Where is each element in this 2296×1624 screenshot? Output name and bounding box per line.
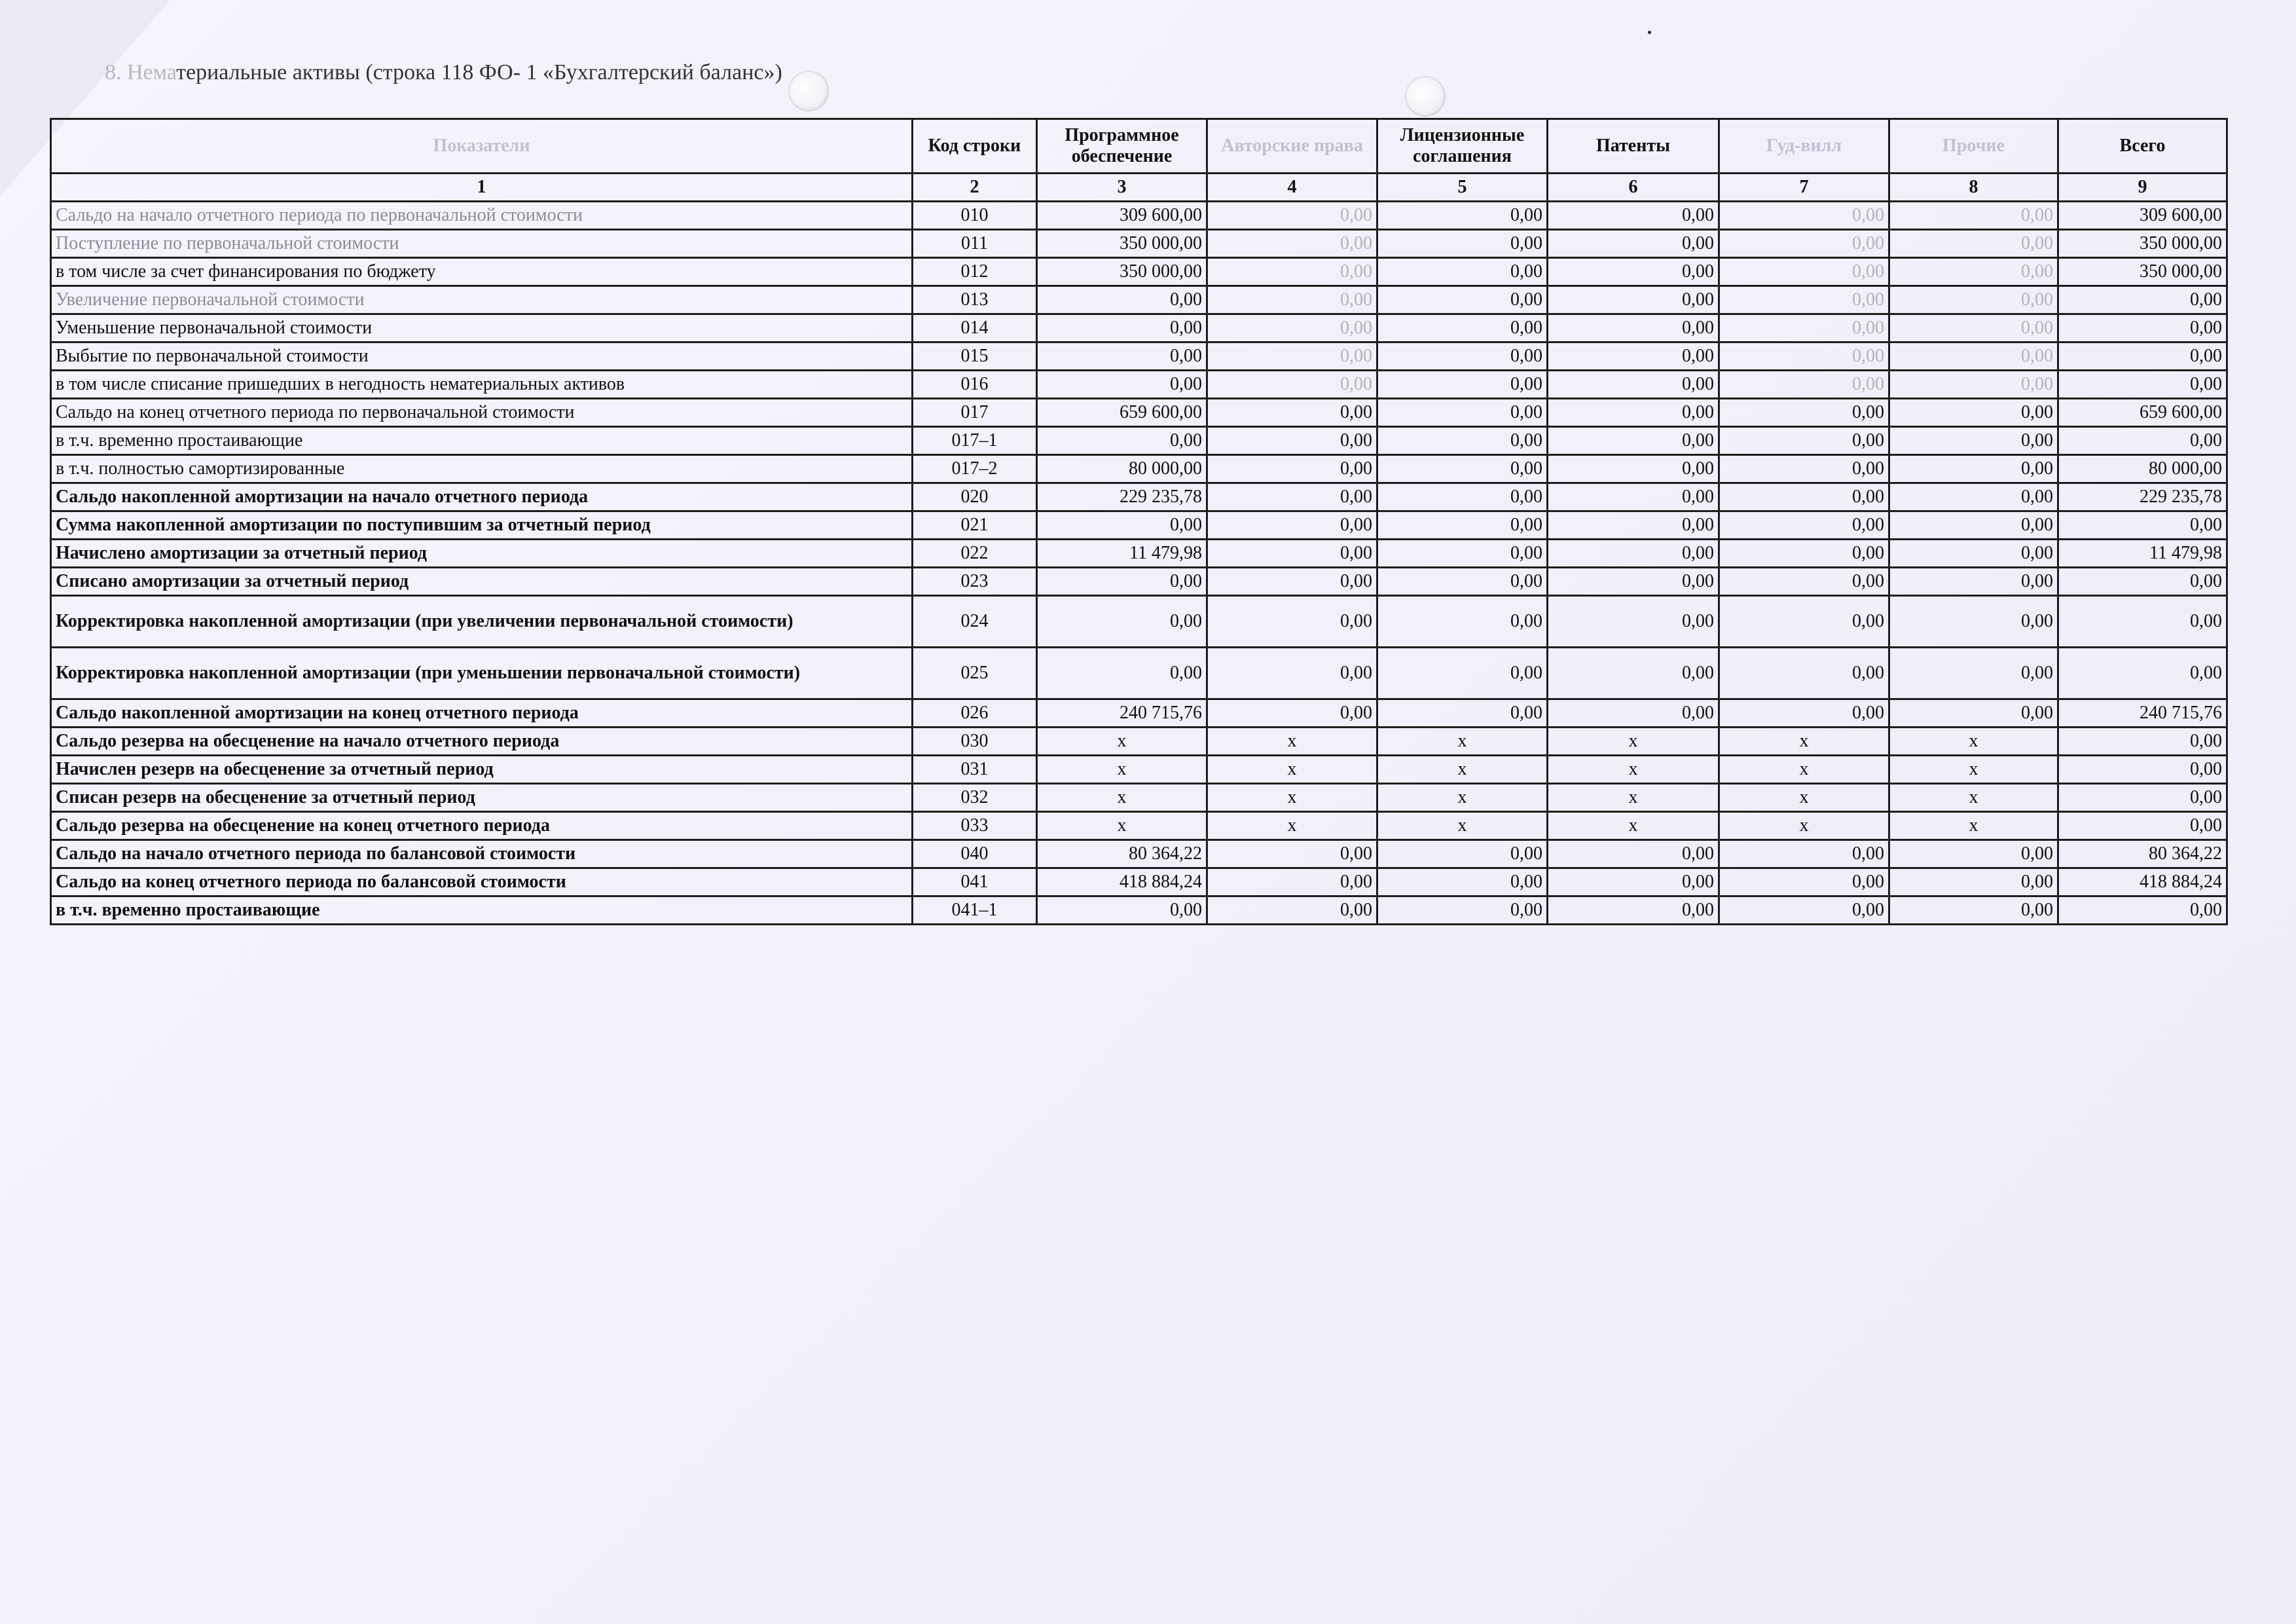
cell-value: 0,00 <box>1548 568 1719 596</box>
row-code: 041 <box>913 868 1037 896</box>
column-header: Авторские права <box>1207 119 1377 174</box>
cell-value: 0,00 <box>1889 568 2058 596</box>
row-label: Уменьшение первоначальной стоимости <box>51 314 913 342</box>
cell-value: x <box>1548 728 1719 756</box>
cell-value: 0,00 <box>1207 596 1377 648</box>
punch-hole-right <box>1405 76 1446 117</box>
cell-value: 0,00 <box>1889 399 2058 427</box>
cell-value: 0,00 <box>1719 314 1889 342</box>
cell-value: 0,00 <box>1889 230 2058 258</box>
table-row <box>51 511 2227 540</box>
cell-value: 0,00 <box>1719 511 1889 540</box>
cell-value: 0,00 <box>1377 230 1548 258</box>
row-code: 017–1 <box>913 427 1037 455</box>
row-label: Списано амортизации за отчетный период <box>51 568 913 596</box>
row-label: Сальдо на конец отчетного периода по балансовой стоимости <box>51 868 913 896</box>
cell-value: 418 884,24 <box>2058 868 2227 896</box>
cell-value: 0,00 <box>1889 427 2058 455</box>
cell-value: x <box>1037 812 1207 840</box>
punch-hole-left <box>788 71 829 111</box>
table-row <box>51 314 2227 342</box>
cell-value: 0,00 <box>1548 596 1719 648</box>
column-number: 3 <box>1037 174 1207 202</box>
cell-value: 0,00 <box>1377 399 1548 427</box>
cell-value: 0,00 <box>1207 896 1377 925</box>
cell-value: 0,00 <box>1719 455 1889 483</box>
cell-value: 0,00 <box>2058 371 2227 399</box>
cell-value: 0,00 <box>1719 230 1889 258</box>
cell-value: 0,00 <box>2058 784 2227 812</box>
cell-value: 0,00 <box>1207 286 1377 314</box>
cell-value: x <box>1719 728 1889 756</box>
cell-value: 0,00 <box>1377 568 1548 596</box>
cell-value: 309 600,00 <box>1037 202 1207 230</box>
table-row <box>51 596 2227 648</box>
cell-value: 0,00 <box>1037 371 1207 399</box>
cell-value: 0,00 <box>1377 371 1548 399</box>
cell-value: 0,00 <box>2058 812 2227 840</box>
cell-value: 0,00 <box>1719 286 1889 314</box>
heading-text: териальные активы (строка 118 ФО- 1 «Бухгалтерский баланс») <box>176 60 782 84</box>
cell-value: 0,00 <box>1548 371 1719 399</box>
cell-value: 0,00 <box>1548 314 1719 342</box>
row-label: в т.ч. временно простаивающие <box>51 427 913 455</box>
row-code: 013 <box>913 286 1037 314</box>
table-body <box>51 202 2227 925</box>
column-header: Прочие <box>1889 119 2058 174</box>
cell-value: x <box>1207 784 1377 812</box>
cell-value: 0,00 <box>1548 399 1719 427</box>
cell-value: x <box>1719 784 1889 812</box>
cell-value: 0,00 <box>1207 314 1377 342</box>
row-code: 032 <box>913 784 1037 812</box>
cell-value: 0,00 <box>1889 868 2058 896</box>
section-heading <box>105 60 782 85</box>
table-row <box>51 812 2227 840</box>
cell-value: 11 479,98 <box>2058 540 2227 568</box>
cell-value: 0,00 <box>2058 511 2227 540</box>
cell-value: 0,00 <box>1889 699 2058 728</box>
cell-value: 0,00 <box>1377 840 1548 868</box>
table-row <box>51 483 2227 511</box>
cell-value: 0,00 <box>1377 868 1548 896</box>
cell-value: 0,00 <box>1377 427 1548 455</box>
column-header: Патенты <box>1548 119 1719 174</box>
row-label: Сальдо накопленной амортизации на конец отчетного периода <box>51 699 913 728</box>
row-code: 011 <box>913 230 1037 258</box>
cell-value: 0,00 <box>1719 596 1889 648</box>
cell-value: x <box>1548 756 1719 784</box>
cell-value: x <box>1037 784 1207 812</box>
cell-value: 0,00 <box>1207 342 1377 371</box>
cell-value: 0,00 <box>1037 286 1207 314</box>
cell-value: 0,00 <box>1548 483 1719 511</box>
row-label: Сальдо накопленной амортизации на начало отчетного периода <box>51 483 913 511</box>
cell-value: 0,00 <box>2058 427 2227 455</box>
cell-value: 0,00 <box>1548 840 1719 868</box>
row-code: 017 <box>913 399 1037 427</box>
cell-value: 0,00 <box>1377 455 1548 483</box>
row-code: 021 <box>913 511 1037 540</box>
cell-value: x <box>1889 812 2058 840</box>
row-code: 016 <box>913 371 1037 399</box>
row-code: 030 <box>913 728 1037 756</box>
cell-value: 0,00 <box>1889 896 2058 925</box>
cell-value: 0,00 <box>1548 427 1719 455</box>
cell-value: 0,00 <box>1207 230 1377 258</box>
cell-value: 0,00 <box>1207 371 1377 399</box>
cell-value: 0,00 <box>1719 568 1889 596</box>
cell-value: 0,00 <box>1207 483 1377 511</box>
row-label: в т.ч. временно простаивающие <box>51 896 913 925</box>
row-code: 015 <box>913 342 1037 371</box>
row-code: 040 <box>913 840 1037 868</box>
cell-value: 0,00 <box>2058 342 2227 371</box>
row-code: 010 <box>913 202 1037 230</box>
table-row <box>51 342 2227 371</box>
cell-value: x <box>1207 756 1377 784</box>
cell-value: 11 479,98 <box>1037 540 1207 568</box>
cell-value: 0,00 <box>1548 258 1719 286</box>
cell-value: 309 600,00 <box>2058 202 2227 230</box>
cell-value: 229 235,78 <box>2058 483 2227 511</box>
table-row <box>51 427 2227 455</box>
cell-value: 0,00 <box>1719 202 1889 230</box>
cell-value: 418 884,24 <box>1037 868 1207 896</box>
row-code: 014 <box>913 314 1037 342</box>
cell-value: 0,00 <box>1719 699 1889 728</box>
cell-value: 0,00 <box>1719 342 1889 371</box>
column-header: Гуд-вилл <box>1719 119 1889 174</box>
cell-value: 350 000,00 <box>1037 230 1207 258</box>
cell-value: 0,00 <box>1037 314 1207 342</box>
cell-value: 0,00 <box>1548 699 1719 728</box>
cell-value: 0,00 <box>1719 258 1889 286</box>
cell-value: 0,00 <box>1377 896 1548 925</box>
row-code: 017–2 <box>913 455 1037 483</box>
heading-faded-prefix: 8. Нема <box>105 60 177 84</box>
cell-value: x <box>1889 784 2058 812</box>
cell-value: 0,00 <box>2058 728 2227 756</box>
column-header: Программное обеспечение <box>1037 119 1207 174</box>
cell-value: 0,00 <box>1377 342 1548 371</box>
row-label: Сумма накопленной амортизации по поступившим за отчетный период <box>51 511 913 540</box>
column-number: 1 <box>51 174 913 202</box>
column-header: Код строки <box>913 119 1037 174</box>
cell-value: 0,00 <box>1719 648 1889 699</box>
table-row <box>51 648 2227 699</box>
table-row <box>51 202 2227 230</box>
cell-value: 0,00 <box>1037 596 1207 648</box>
cell-value: 0,00 <box>1377 483 1548 511</box>
cell-value: 0,00 <box>1548 896 1719 925</box>
cell-value: 0,00 <box>1207 258 1377 286</box>
row-label: Выбытие по первоначальной стоимости <box>51 342 913 371</box>
cell-value: 0,00 <box>1377 286 1548 314</box>
column-number: 7 <box>1719 174 1889 202</box>
cell-value: 229 235,78 <box>1037 483 1207 511</box>
cell-value: 0,00 <box>1719 840 1889 868</box>
cell-value: 0,00 <box>1548 202 1719 230</box>
cell-value: 0,00 <box>1037 648 1207 699</box>
cell-value: 0,00 <box>1719 371 1889 399</box>
cell-value: x <box>1377 812 1548 840</box>
cell-value: 240 715,76 <box>1037 699 1207 728</box>
row-label: Начислен резерв на обесценение за отчетный период <box>51 756 913 784</box>
cell-value: 0,00 <box>1719 896 1889 925</box>
cell-value: 0,00 <box>2058 286 2227 314</box>
column-number: 2 <box>913 174 1037 202</box>
column-number-row <box>51 174 2227 202</box>
header-row <box>51 119 2227 174</box>
table-row <box>51 371 2227 399</box>
cell-value: 0,00 <box>1889 540 2058 568</box>
row-code: 031 <box>913 756 1037 784</box>
cell-value: 0,00 <box>1377 699 1548 728</box>
cell-value: 0,00 <box>1207 399 1377 427</box>
row-label: Корректировка накопленной амортизации (при увеличении первоначальной стоимости) <box>51 596 913 648</box>
cell-value: x <box>1548 784 1719 812</box>
row-code: 020 <box>913 483 1037 511</box>
cell-value: 0,00 <box>1207 511 1377 540</box>
cell-value: x <box>1377 728 1548 756</box>
column-header: Всего <box>2058 119 2227 174</box>
cell-value: 0,00 <box>1548 342 1719 371</box>
table-row <box>51 784 2227 812</box>
cell-value: 0,00 <box>1207 202 1377 230</box>
cell-value: 0,00 <box>1889 314 2058 342</box>
cell-value: 0,00 <box>1548 286 1719 314</box>
cell-value: x <box>1548 812 1719 840</box>
column-header: Показатели <box>51 119 913 174</box>
row-code: 023 <box>913 568 1037 596</box>
cell-value: x <box>1889 756 2058 784</box>
intangible-assets-table <box>50 118 2228 925</box>
row-code: 041–1 <box>913 896 1037 925</box>
row-label: Списан резерв на обесценение за отчетный период <box>51 784 913 812</box>
cell-value: x <box>1719 756 1889 784</box>
cell-value: 0,00 <box>1207 455 1377 483</box>
cell-value: 659 600,00 <box>1037 399 1207 427</box>
table-row <box>51 258 2227 286</box>
cell-value: 80 364,22 <box>2058 840 2227 868</box>
row-label: Сальдо резерва на обесценение на конец отчетного периода <box>51 812 913 840</box>
cell-value: 0,00 <box>1719 483 1889 511</box>
row-label: Поступление по первоначальной стоимости <box>51 230 913 258</box>
cell-value: 0,00 <box>1889 840 2058 868</box>
cell-value: 0,00 <box>2058 596 2227 648</box>
column-number: 8 <box>1889 174 2058 202</box>
cell-value: 350 000,00 <box>2058 258 2227 286</box>
table-row <box>51 756 2227 784</box>
cell-value: 0,00 <box>1207 540 1377 568</box>
cell-value: 0,00 <box>1377 314 1548 342</box>
table-row <box>51 568 2227 596</box>
cell-value: 350 000,00 <box>1037 258 1207 286</box>
table-row <box>51 868 2227 896</box>
cell-value: 0,00 <box>1719 540 1889 568</box>
cell-value: 0,00 <box>1889 455 2058 483</box>
cell-value: 0,00 <box>1889 483 2058 511</box>
cell-value: 0,00 <box>1207 840 1377 868</box>
cell-value: 0,00 <box>2058 314 2227 342</box>
row-label: в т.ч. полностью самортизированные <box>51 455 913 483</box>
row-code: 022 <box>913 540 1037 568</box>
cell-value: 80 364,22 <box>1037 840 1207 868</box>
cell-value: 0,00 <box>2058 648 2227 699</box>
cell-value: 0,00 <box>1377 258 1548 286</box>
cell-value: 0,00 <box>1037 342 1207 371</box>
cell-value: 240 715,76 <box>2058 699 2227 728</box>
table-row <box>51 230 2227 258</box>
cell-value: 0,00 <box>1548 455 1719 483</box>
row-code: 025 <box>913 648 1037 699</box>
table-row <box>51 540 2227 568</box>
cell-value: x <box>1037 728 1207 756</box>
cell-value: 0,00 <box>1889 342 2058 371</box>
cell-value: 0,00 <box>2058 568 2227 596</box>
column-number: 4 <box>1207 174 1377 202</box>
table-row <box>51 286 2227 314</box>
column-number: 9 <box>2058 174 2227 202</box>
cell-value: 0,00 <box>1889 258 2058 286</box>
column-header: Лицензионные соглашения <box>1377 119 1548 174</box>
cell-value: 0,00 <box>1889 371 2058 399</box>
row-code: 026 <box>913 699 1037 728</box>
row-label: в том числе за счет финансирования по бюджету <box>51 258 913 286</box>
row-label: Сальдо на начало отчетного периода по первоначальной стоимости <box>51 202 913 230</box>
row-code: 024 <box>913 596 1037 648</box>
cell-value: 0,00 <box>1889 286 2058 314</box>
cell-value: 350 000,00 <box>2058 230 2227 258</box>
table-row <box>51 728 2227 756</box>
row-label: Сальдо на конец отчетного периода по первоначальной стоимости <box>51 399 913 427</box>
ink-dot <box>1648 31 1651 34</box>
cell-value: 0,00 <box>1207 868 1377 896</box>
cell-value: x <box>1207 728 1377 756</box>
table-row <box>51 840 2227 868</box>
row-label: Корректировка накопленной амортизации (при уменьшении первоначальной стоимости) <box>51 648 913 699</box>
cell-value: 0,00 <box>1037 511 1207 540</box>
cell-value: 0,00 <box>2058 896 2227 925</box>
row-label: Сальдо резерва на обесценение на начало отчетного периода <box>51 728 913 756</box>
row-code: 033 <box>913 812 1037 840</box>
row-label: Сальдо на начало отчетного периода по балансовой стоимости <box>51 840 913 868</box>
cell-value: 0,00 <box>1548 540 1719 568</box>
cell-value: 0,00 <box>1719 399 1889 427</box>
cell-value: 0,00 <box>1377 540 1548 568</box>
cell-value: 0,00 <box>1719 868 1889 896</box>
cell-value: 0,00 <box>1548 230 1719 258</box>
table-row <box>51 455 2227 483</box>
cell-value: 0,00 <box>1377 511 1548 540</box>
cell-value: 0,00 <box>1037 896 1207 925</box>
cell-value: x <box>1377 784 1548 812</box>
cell-value: 0,00 <box>1889 596 2058 648</box>
cell-value: x <box>1377 756 1548 784</box>
cell-value: 0,00 <box>1719 427 1889 455</box>
cell-value: 80 000,00 <box>1037 455 1207 483</box>
cell-value: 0,00 <box>1889 202 2058 230</box>
cell-value: 0,00 <box>1037 568 1207 596</box>
row-label: в том числе списание пришедших в негодность нематериальных активов <box>51 371 913 399</box>
cell-value: 80 000,00 <box>2058 455 2227 483</box>
cell-value: 0,00 <box>1207 568 1377 596</box>
column-number: 5 <box>1377 174 1548 202</box>
row-label: Увеличение первоначальной стоимости <box>51 286 913 314</box>
cell-value: 0,00 <box>1889 511 2058 540</box>
cell-value: 0,00 <box>1377 648 1548 699</box>
column-number: 6 <box>1548 174 1719 202</box>
cell-value: 0,00 <box>1548 868 1719 896</box>
cell-value: x <box>1889 728 2058 756</box>
cell-value: 0,00 <box>1377 596 1548 648</box>
cell-value: 0,00 <box>1377 202 1548 230</box>
row-code: 012 <box>913 258 1037 286</box>
table-row <box>51 399 2227 427</box>
cell-value: 0,00 <box>1548 511 1719 540</box>
cell-value: x <box>1207 812 1377 840</box>
table-row <box>51 699 2227 728</box>
cell-value: 0,00 <box>1037 427 1207 455</box>
cell-value: 659 600,00 <box>2058 399 2227 427</box>
cell-value: 0,00 <box>1207 648 1377 699</box>
cell-value: 0,00 <box>1207 427 1377 455</box>
cell-value: 0,00 <box>2058 756 2227 784</box>
table-row <box>51 896 2227 925</box>
cell-value: x <box>1719 812 1889 840</box>
cell-value: 0,00 <box>1207 699 1377 728</box>
cell-value: 0,00 <box>1548 648 1719 699</box>
cell-value: x <box>1037 756 1207 784</box>
row-label: Начислено амортизации за отчетный период <box>51 540 913 568</box>
cell-value: 0,00 <box>1889 648 2058 699</box>
